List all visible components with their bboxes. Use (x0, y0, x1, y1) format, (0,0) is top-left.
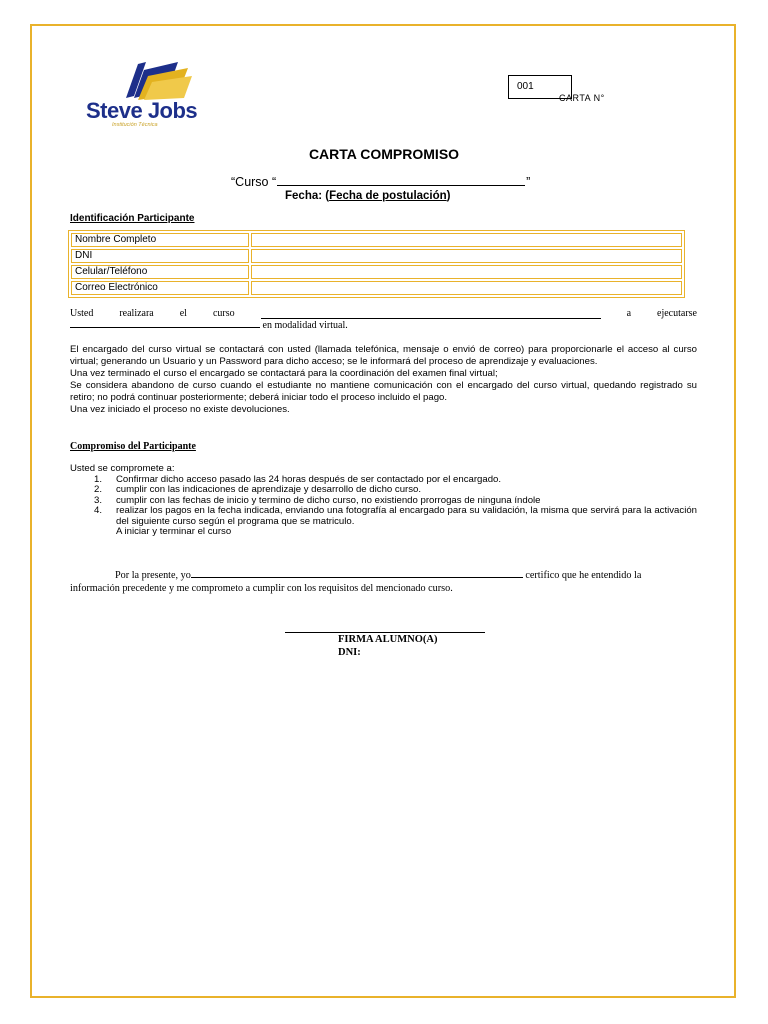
curso-prefix: “Curso “ (231, 175, 277, 189)
table-row (71, 233, 682, 247)
carta-number-label: CARTA N° (559, 93, 605, 103)
item-number: 4. (94, 505, 103, 516)
row-label: DNI (71, 249, 249, 263)
fecha-close: ) (446, 190, 451, 202)
logo-name: Steve Jobs (86, 98, 198, 123)
p1-word: el (179, 308, 187, 319)
item-number: 3. (94, 494, 103, 506)
item-number: 1. (94, 473, 103, 485)
curso-name-blank (261, 310, 601, 319)
row-label: Celular/Teléfono (71, 265, 249, 279)
fecha-label: Fecha: ( (285, 190, 330, 202)
item-text: cumplir con las fechas de inicio y termino de dicho curso, no existiendo prorrogas de ninguna índole (116, 494, 541, 506)
document-title: CARTA COMPROMISO (308, 146, 460, 162)
signature-line (285, 632, 485, 633)
row-value (251, 249, 682, 263)
p1-word: ejecutarse (657, 308, 697, 319)
curso-line (231, 175, 530, 189)
cert-text-c: información precedente y me comprometo a cumplir con los requisitos del mencionado curso. (70, 583, 453, 594)
p1-end: en modalidad virtual. (260, 320, 348, 331)
compromiso-extra: A iniciar y terminar el curso (116, 526, 232, 537)
section-identificacion-title: Identificación Participante (70, 213, 195, 224)
steve-jobs-logo (86, 58, 206, 138)
curso-suffix: ” (526, 175, 531, 189)
item-text: realizar los pagos en la fecha indicada, enviando una fotografía al encargado para su validación, la misma que servirá para la activación del siguiente curso según el programa que se matriculo. (116, 505, 697, 527)
row-value (251, 265, 682, 279)
p1-word: realizara (119, 308, 154, 319)
row-label: Nombre Completo (71, 233, 249, 247)
dni-label: DNI: (338, 647, 361, 658)
condition-text: Una vez iniciado el proceso no existe devoluciones. (70, 404, 290, 415)
condition-text: El encargado del curso virtual se contactará con usted (llamada telefónica, mensaje o envió de correo) para proporcionarle el acceso al curso virtual; generando un Usuario y un Password para dicho acceso; se le informará del proceso de aprendizaje y evaluaciones. (70, 344, 697, 367)
table-row (71, 249, 682, 263)
item-text: cumplir con las indicaciones de aprendizaje y desarrollo de dicho curso. (116, 484, 422, 495)
identificacion-table (68, 230, 685, 298)
item-number: 2. (94, 484, 103, 495)
row-value (251, 281, 682, 295)
logo-book-icon (116, 58, 196, 102)
condition-text: Una vez terminado el curso el encargado se contactará para la coordinación del examen final virtual; (70, 368, 498, 379)
compromiso-intro: Usted se compromete a: (70, 463, 175, 474)
list-item (70, 506, 697, 527)
curso-paragraph (70, 308, 697, 331)
compromiso-list (70, 475, 697, 528)
section-compromiso-title: Compromiso del Participante (70, 441, 196, 452)
carta-number-box: 001 (508, 75, 572, 99)
row-label: Correo Electrónico (71, 281, 249, 295)
logo-subtitle: Institución Técnica (112, 122, 158, 128)
fecha-line (285, 190, 451, 202)
fecha-value: Fecha de postulación (329, 190, 447, 202)
firma-label: FIRMA ALUMNO(A) (338, 634, 438, 645)
curso-detail-blank (70, 319, 260, 328)
table-row (71, 265, 682, 279)
name-blank (191, 569, 523, 578)
cert-text-a: Por la presente, yo (115, 570, 191, 581)
cert-text-b: certifico que he entendido la (522, 570, 642, 581)
p1-word: a (626, 308, 632, 319)
p1-word: Usted (70, 308, 94, 319)
row-value (251, 233, 682, 247)
curso-blank (277, 175, 525, 186)
compromiso-list-block (70, 464, 697, 538)
table-row (71, 281, 682, 295)
item-text: Confirmar dicho acceso pasado las 24 horas después de ser contactado por el encargado. (116, 473, 502, 485)
condition-text: Se considera abandono de curso cuando el estudiante no mantiene comunicación con el encargado del curso virtual, quedando registrado su retiro; no podrá continuar posteriormente; deberá iniciar todo el proceso incluido el pago. (70, 380, 697, 403)
conditions-paragraph (70, 344, 697, 416)
certification-paragraph (70, 569, 697, 595)
p1-word: curso (212, 308, 235, 319)
